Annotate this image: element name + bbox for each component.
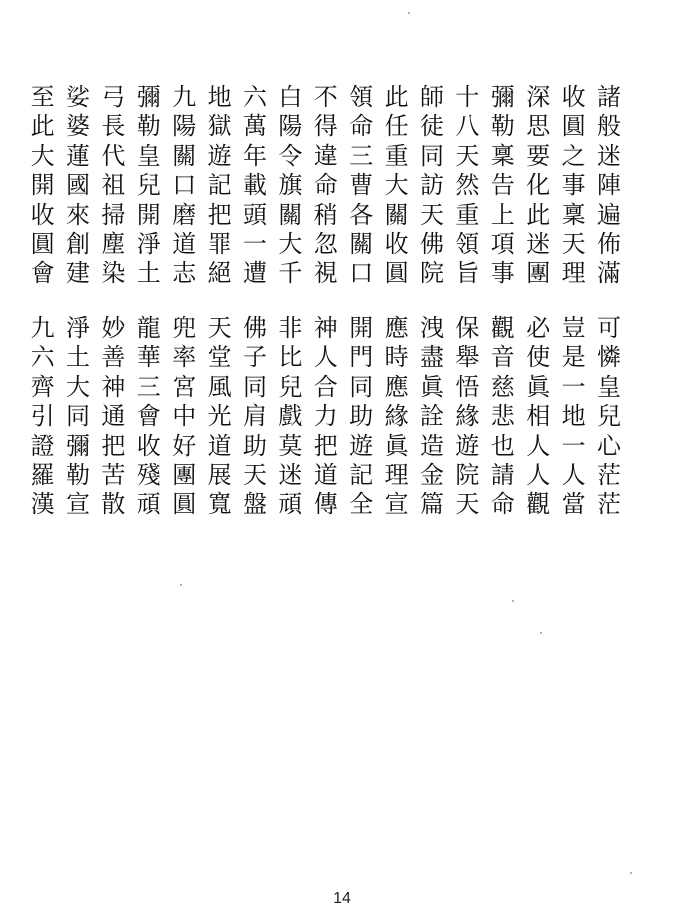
verse-character: 開 (30, 171, 55, 200)
verse-character: 莫 (278, 431, 303, 460)
verse-character: 稟 (561, 200, 586, 229)
verse-character: 遭 (243, 259, 267, 288)
verse-column (132, 83, 166, 289)
verse-character: 團 (526, 259, 551, 288)
verse-character: 之 (561, 141, 586, 170)
verse-character: 宣 (66, 490, 90, 519)
verse-character: 迷 (597, 141, 621, 170)
verse-character: 把 (101, 431, 126, 460)
verse-column (203, 83, 237, 289)
verse-character: 憐 (597, 343, 621, 372)
verse-character: 也 (490, 431, 515, 460)
verse-column (592, 83, 626, 289)
verse-character: 把 (207, 200, 232, 229)
verse-character: 風 (207, 372, 232, 401)
verse-character: 旗 (278, 171, 303, 200)
verse-character: 違 (313, 141, 338, 170)
verse-column (450, 314, 484, 520)
verse-character: 善 (101, 343, 126, 372)
verse-character: 令 (278, 141, 303, 170)
verse-character: 九 (172, 83, 197, 111)
verse-character: 同 (349, 372, 374, 401)
verse-character: 造 (420, 431, 444, 460)
verse-column (380, 314, 414, 520)
verse-character: 緣 (455, 402, 480, 431)
verse-column (344, 83, 378, 289)
verse-character: 豈 (561, 314, 586, 342)
verse-character: 彌 (136, 83, 161, 111)
verse-character: 盡 (420, 343, 444, 372)
scan-speck (408, 12, 410, 14)
verse-character: 觀 (526, 490, 551, 519)
verse-character: 領 (455, 229, 480, 258)
verse-character: 合 (313, 372, 338, 401)
verse-character: 悟 (455, 372, 480, 401)
verse-character: 來 (66, 200, 90, 229)
verse-column (96, 314, 130, 520)
verse-column (61, 83, 95, 289)
verse-character: 載 (243, 171, 267, 200)
verse-character: 勒 (136, 112, 161, 141)
verse-character: 華 (136, 343, 161, 372)
verse-character: 理 (561, 259, 586, 288)
verse-character: 同 (420, 141, 444, 170)
verse-column (415, 83, 449, 289)
verse-character: 遊 (207, 141, 232, 170)
verse-character: 命 (490, 490, 515, 519)
verse-character: 散 (101, 490, 126, 519)
verse-character: 萬 (243, 112, 267, 141)
verse-character: 長 (101, 112, 126, 141)
verse-character: 佛 (243, 314, 267, 342)
verse-character: 磨 (172, 200, 197, 229)
verse-character: 深 (526, 83, 551, 111)
verse-character: 大 (384, 171, 409, 200)
verse-character: 龍 (136, 314, 161, 342)
verse-character: 地 (561, 402, 586, 431)
verse-character: 眞 (526, 372, 551, 401)
verse-character: 觀 (490, 314, 515, 342)
verse-character: 人 (526, 431, 551, 460)
verse-character: 圓 (172, 490, 197, 519)
verse-character: 視 (313, 259, 338, 288)
verse-character: 金 (420, 460, 444, 489)
verse-character: 展 (207, 460, 232, 489)
verse-character: 盤 (243, 490, 267, 519)
verse-character: 神 (101, 372, 126, 401)
verse-column (380, 83, 414, 289)
verse-column (521, 314, 555, 520)
verse-character: 土 (136, 259, 161, 288)
verse-character: 應 (384, 314, 409, 342)
verse-column (486, 83, 520, 289)
verse-character: 記 (207, 171, 232, 200)
verse-character: 創 (66, 229, 90, 258)
verse-character: 道 (207, 431, 232, 460)
verse-character: 詮 (420, 402, 444, 431)
verse-character: 志 (172, 259, 197, 288)
verse-character: 時 (384, 343, 409, 372)
verse-character: 引 (30, 402, 55, 431)
verse-character: 羅 (30, 460, 55, 489)
verse-character: 陽 (172, 112, 197, 141)
verse-character: 告 (490, 171, 515, 200)
verse-character: 可 (597, 314, 621, 342)
verse-character: 頭 (243, 200, 267, 229)
verse-character: 必 (526, 314, 551, 342)
verse-character: 十 (455, 83, 480, 111)
verse-character: 妙 (101, 314, 126, 342)
verse-character: 領 (349, 83, 374, 111)
verse-character: 娑 (66, 83, 90, 111)
verse-character: 是 (561, 343, 586, 372)
verse-character: 茫 (597, 490, 621, 519)
verse-character: 一 (561, 372, 586, 401)
verse-character: 天 (207, 314, 232, 342)
verse-character: 大 (30, 141, 55, 170)
verse-column (61, 314, 95, 520)
verse-character: 師 (420, 83, 444, 111)
verse-character: 關 (172, 141, 197, 170)
verse-character: 全 (349, 490, 374, 519)
verse-character: 茫 (597, 460, 621, 489)
verse-character: 代 (101, 141, 126, 170)
verse-character: 六 (243, 83, 267, 111)
verse-column (557, 83, 591, 289)
verse-character: 獄 (207, 112, 232, 141)
verse-character: 絕 (207, 259, 232, 288)
verse-character: 忽 (313, 229, 338, 258)
verse-character: 要 (526, 141, 551, 170)
verse-character: 彌 (490, 83, 515, 111)
verse-character: 塵 (101, 229, 126, 258)
verse-character: 六 (30, 343, 55, 372)
verse-character: 天 (420, 200, 444, 229)
verse-character: 中 (172, 402, 197, 431)
verse-character: 然 (455, 171, 480, 200)
verse-character: 蓮 (66, 141, 90, 170)
verse-column (26, 83, 60, 289)
verse-character: 掃 (101, 200, 126, 229)
verse-character: 此 (526, 200, 551, 229)
verse-character: 肩 (243, 402, 267, 431)
verse-character: 年 (243, 141, 267, 170)
verse-character: 事 (561, 171, 586, 200)
verse-column (309, 314, 343, 520)
verse-character: 苦 (101, 460, 126, 489)
verse-character: 諸 (597, 83, 621, 111)
verse-character: 兒 (136, 171, 161, 200)
verse-character: 淨 (136, 229, 161, 258)
verse-character: 神 (313, 314, 338, 342)
verse-character: 頑 (136, 490, 161, 519)
verse-character: 稍 (313, 200, 338, 229)
verse-character: 人 (526, 460, 551, 489)
verse-column (450, 83, 484, 289)
verse-column (486, 314, 520, 520)
verse-character: 般 (597, 112, 621, 141)
verse-character: 任 (384, 112, 409, 141)
verse-character: 洩 (420, 314, 444, 342)
verse-character: 命 (313, 171, 338, 200)
verse-character: 一 (243, 229, 267, 258)
verse-character: 地 (207, 83, 232, 111)
verse-character: 眞 (384, 431, 409, 460)
verse-character: 至 (30, 83, 55, 111)
verse-column (557, 314, 591, 520)
verse-character: 建 (66, 259, 90, 288)
verse-character: 同 (66, 402, 90, 431)
verse-character: 比 (278, 343, 303, 372)
verse-character: 開 (349, 314, 374, 342)
verse-character: 力 (313, 402, 338, 431)
verse-character: 遊 (349, 431, 374, 460)
verse-character: 非 (278, 314, 303, 342)
verse-character: 助 (243, 431, 267, 460)
verse-column (26, 314, 60, 520)
verse-character: 旨 (455, 259, 480, 288)
verse-character: 口 (172, 171, 197, 200)
verse-column (592, 314, 626, 520)
verse-character: 戲 (278, 402, 303, 431)
verse-character: 請 (490, 460, 515, 489)
verse-character: 皇 (136, 141, 161, 170)
verse-character: 祖 (101, 171, 126, 200)
verse-character: 道 (313, 460, 338, 489)
verse-character: 人 (561, 460, 586, 489)
verse-character: 眞 (420, 372, 444, 401)
verse-character: 漢 (30, 490, 55, 519)
verse-character: 收 (136, 431, 161, 460)
verse-character: 收 (561, 83, 586, 111)
verse-character: 圓 (561, 112, 586, 141)
scan-speck (540, 632, 542, 634)
verse-character: 事 (490, 259, 515, 288)
verse-character: 九 (30, 314, 55, 342)
verse-character: 子 (243, 343, 267, 372)
scan-speck (512, 600, 514, 602)
verse-character: 上 (490, 200, 515, 229)
verse-character: 保 (455, 314, 480, 342)
verse-character: 應 (384, 372, 409, 401)
verse-column (167, 314, 201, 520)
verse-character: 光 (207, 402, 232, 431)
verse-character: 三 (349, 141, 374, 170)
verse-character: 證 (30, 431, 55, 460)
verse-character: 會 (30, 259, 55, 288)
verse-character: 千 (278, 259, 303, 288)
verse-character: 徒 (420, 112, 444, 141)
verse-character: 頑 (278, 490, 303, 519)
scan-speck (180, 584, 182, 586)
verse-character: 悲 (490, 402, 515, 431)
verse-character: 滿 (597, 259, 621, 288)
verse-character: 天 (455, 490, 480, 519)
verse-character: 三 (136, 372, 161, 401)
verse-character: 重 (455, 200, 480, 229)
verse-character: 同 (243, 372, 267, 401)
verse-character: 天 (455, 141, 480, 170)
verse-character: 兜 (172, 314, 197, 342)
verse-column (309, 83, 343, 289)
verse-column (273, 83, 307, 289)
verse-character: 宣 (384, 490, 409, 519)
verse-character: 關 (384, 200, 409, 229)
verse-character: 兒 (597, 402, 621, 431)
verse-character: 慈 (490, 372, 515, 401)
verse-character: 篇 (420, 490, 444, 519)
verse-character: 八 (455, 112, 480, 141)
verse-character: 大 (278, 229, 303, 258)
verse-character: 心 (597, 431, 621, 460)
verse-character: 院 (420, 259, 444, 288)
verse-character: 助 (349, 402, 374, 431)
verse-character: 音 (490, 343, 515, 372)
verse-character: 傳 (313, 490, 338, 519)
verse-character: 率 (172, 343, 197, 372)
verse-character: 關 (278, 200, 303, 229)
verse-character: 舉 (455, 343, 480, 372)
verse-character: 彌 (66, 431, 90, 460)
verse-character: 命 (349, 112, 374, 141)
verse-character: 遊 (455, 431, 480, 460)
verse-character: 開 (136, 200, 161, 229)
verse-character: 弓 (101, 83, 126, 111)
verse-character: 思 (526, 112, 551, 141)
verse-character: 門 (349, 343, 374, 372)
verse-character: 院 (455, 460, 480, 489)
verse-column (344, 314, 378, 520)
verse-column (96, 83, 130, 289)
verse-character: 記 (349, 460, 374, 489)
verse-character: 此 (384, 83, 409, 111)
verse-character: 淨 (66, 314, 90, 342)
verse-character: 一 (561, 431, 586, 460)
verse-column (521, 83, 555, 289)
verse-character: 化 (526, 171, 551, 200)
verse-character: 當 (561, 490, 586, 519)
verse-character: 國 (66, 171, 90, 200)
verse-column (203, 314, 237, 520)
verse-column (273, 314, 307, 520)
verse-character: 曹 (349, 171, 374, 200)
verse-character: 收 (384, 229, 409, 258)
verse-character: 遍 (597, 200, 621, 229)
verse-character: 好 (172, 431, 197, 460)
verse-character: 天 (243, 460, 267, 489)
verse-column (238, 83, 272, 289)
verse-character: 收 (30, 200, 55, 229)
verse-column (238, 314, 272, 520)
verse-character: 道 (172, 229, 197, 258)
verse-character: 通 (101, 402, 126, 431)
verse-character: 佛 (420, 229, 444, 258)
verse-character: 此 (30, 112, 55, 141)
verse-character: 項 (490, 229, 515, 258)
verse-character: 婆 (66, 112, 90, 141)
verse-character: 各 (349, 200, 374, 229)
verse-character: 迷 (526, 229, 551, 258)
verse-character: 稟 (490, 141, 515, 170)
verse-character: 團 (172, 460, 197, 489)
verse-character: 勒 (490, 112, 515, 141)
scan-speck (630, 872, 632, 874)
verse-character: 染 (101, 259, 126, 288)
verse-character: 迷 (278, 460, 303, 489)
verse-character: 緣 (384, 402, 409, 431)
verse-column (167, 83, 201, 289)
verse-character: 陽 (278, 112, 303, 141)
verse-character: 寬 (207, 490, 232, 519)
verse-character: 重 (384, 141, 409, 170)
verse-character: 訪 (420, 171, 444, 200)
verse-character: 相 (526, 402, 551, 431)
verse-character: 陣 (597, 171, 621, 200)
verse-character: 堂 (207, 343, 232, 372)
verse-character: 把 (313, 431, 338, 460)
verse-character: 殘 (136, 460, 161, 489)
verse-character: 土 (66, 343, 90, 372)
verse-character: 人 (313, 343, 338, 372)
verse-character: 口 (349, 259, 374, 288)
verse-character: 圓 (30, 229, 55, 258)
verse-character: 兒 (278, 372, 303, 401)
verse-character: 圓 (384, 259, 409, 288)
verse-character: 齊 (30, 372, 55, 401)
verse-character: 勒 (66, 460, 90, 489)
verse-column (415, 314, 449, 520)
verse-character: 大 (66, 372, 90, 401)
verse-character: 皇 (597, 372, 621, 401)
verse-character: 理 (384, 460, 409, 489)
verse-character: 宮 (172, 372, 197, 401)
verse-character: 不 (313, 83, 338, 111)
verse-character: 罪 (207, 229, 232, 258)
verse-character: 天 (561, 229, 586, 258)
verse-column (132, 314, 166, 520)
verse-character: 得 (313, 112, 338, 141)
verse-character: 白 (278, 83, 303, 111)
verse-character: 使 (526, 343, 551, 372)
page-number: 14 (333, 890, 351, 907)
verse-character: 佈 (597, 229, 621, 258)
verse-character: 關 (349, 229, 374, 258)
verse-character: 會 (136, 402, 161, 431)
